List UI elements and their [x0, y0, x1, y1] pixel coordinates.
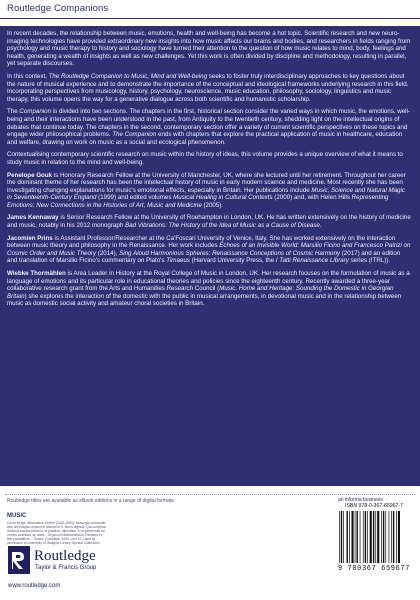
publisher-name: Routledge	[34, 548, 96, 564]
barcode-icon	[338, 511, 410, 563]
publisher-website[interactable]: www.routledge.com	[8, 583, 61, 589]
imprint-note: an informa business	[338, 497, 383, 503]
isbn-label: ISBN 978-0-367-65967-7	[345, 503, 403, 509]
publisher-group: Taylor & Francis Group	[35, 565, 97, 571]
divider	[5, 494, 415, 495]
editor-bio: Penelope Gouk is Honorary Research Fellow at the University of Manchester, UK, where she lectured until her retirement. Throughout her career the dominant theme of her research has been the intellectual history of music in early modern science and medicine. Most recently she has been investigating changing explanations for music's emotional effects, especially in Britain. Her publications include Music, Science and Natural Magic in Seventeenth-Century England (1999) and edited volumes Musical Healing in Cultural Contexts (2000) and, with Helen Hills Representing Emotions: New Connections in the Histories of Art, Music and Medicine (2005).	[7, 171, 406, 209]
editor-name: James Kennaway	[7, 214, 59, 222]
routledge-logo-icon	[8, 546, 30, 574]
series-header	[0, 0, 420, 19]
barcode-digits: 9 780367 659677	[337, 565, 410, 573]
editor-bio: Wiebke Thormählen is Area Leader in History at the Royal College of Music in London, UK. Her research focuses on the formulation of music as a language of emotions and its particular role in educational theories and policies since the eighteenth century. Recently awarded a three-year collaborative research grant from the Arts and Humanities Research Council (Music, Home and Heritage: Sounding the Domestic in Georgian Britain) she explores the interaction of the domestic with the public in musical arrangements, in devotional music and in the relationship between music as domestic social activity and amateur choral societies in Britain.	[7, 270, 410, 308]
intro-paragraph-1: In recent decades, the relationship between music, emotions, health and well-being has become a hot topic. Scientific research and new neuro-imaging technologies have provided extraordinary new insights into how music affects our brains and bodies, and researchers in fields ranging from psychology and music therapy to history and sociology have turned their attention to the question of how music relates to mind, body, feelings and health, generating a wealth of insights as well as new challenges. Yet this work is often divided by discipline and methodology, resulting in parallel, yet separate discourses.	[7, 30, 411, 68]
subject-label: MUSIC	[7, 513, 27, 519]
editor-name: Wiebke Thormählen	[7, 270, 66, 278]
intro-paragraph-2: In this context, The Routledge Companion to Music, Mind and Well-being seeks to foster truly interdisciplinary approaches to key questions about the nature of musical experience and to demonstrate the importance of the conceptual and ideological frameworks underlying research in this field. Incorporating perspectives from musicology, history, psychology, neuroscience, music education, philosophy, sociology, linguistics and music therapy, this volume opens the way for a generative dialogue across both scientific and humanistic scholarship.	[7, 72, 409, 103]
cover-credit: Cover image: Athanasius Kircher (1602-1680). Musurgia universalis sive ars magna consoni et dissoni in X. libros digesta. Quo universa doctrina musica theorica, et practica, rationibus, et experimentis ad omnes scientias, ac artes... Organum Mathematicum Panacea ex fide pulsatilibus ... Roma: Corbelletti, 1650. Libri 10. Used by permission of University of Glasgow Library, Special Collections	[7, 521, 106, 546]
ebook-note: Routledge titles are available as eBook editions in a range of digital formats	[7, 498, 174, 504]
panel-text	[7, 30, 411, 313]
editor-bio: Jacomien Prins is Assistant Professor/Researcher at the Ca'Foscari University of Venice, Italy. She has worked extensively on the interaction between music theory and philosophy in the Renaissance. Her work includes Echoes of an Invisible World: Marsilio Ficino and Francesco Patrizi on Cosmic Order and Music Theory (2014), Sing Aloud Harmonious Spheres: Renaissance Conceptions of Cosmic Harmony (2017) and an edition and translation of Marsilio Ficino's commentary on Plato's Timaeus (Harvard University Press, the I Tatti Renaissance Library series (ITRL)).	[7, 234, 411, 265]
series-name: Routledge Companions	[7, 3, 109, 14]
description-panel	[0, 26, 420, 486]
isbn-barcode-block	[332, 503, 416, 583]
intro-paragraph-3: The Companion is divided into two sections. The chapters in the first, historical section consider the varied ways in which music, the emotions, well-being and their interactions have been understood in the past, from Antiquity to the twentieth century, shedding light on the intellectual origins of debates that continue today. The chapters in the second, contemporary section offer a variety of current scientific perspectives on these topics and engage wider philosophical problems. The Companion ends with chapters that explore the practical application of music in healthcare, education and welfare, drawing on work on music as a social and ecological phenomenon.	[7, 108, 410, 146]
editor-bio: James Kennaway is Senior Research Fellow at the University of Roehampton in London, UK. He has written extensively on the history of medicine and music, notably in his 2012 monograph Bad Vibrations: The History of the Idea of Music as a Cause of Disease.	[7, 214, 411, 230]
editor-name: Penelope Gouk	[7, 171, 53, 179]
editor-name: Jacomien Prins	[7, 234, 53, 242]
intro-paragraph-4: Contextualising contemporary scientific research on music within the history of ideas, this volume provides a unique overview of what it means to study music in relation to the mind and well-being.	[7, 151, 403, 166]
